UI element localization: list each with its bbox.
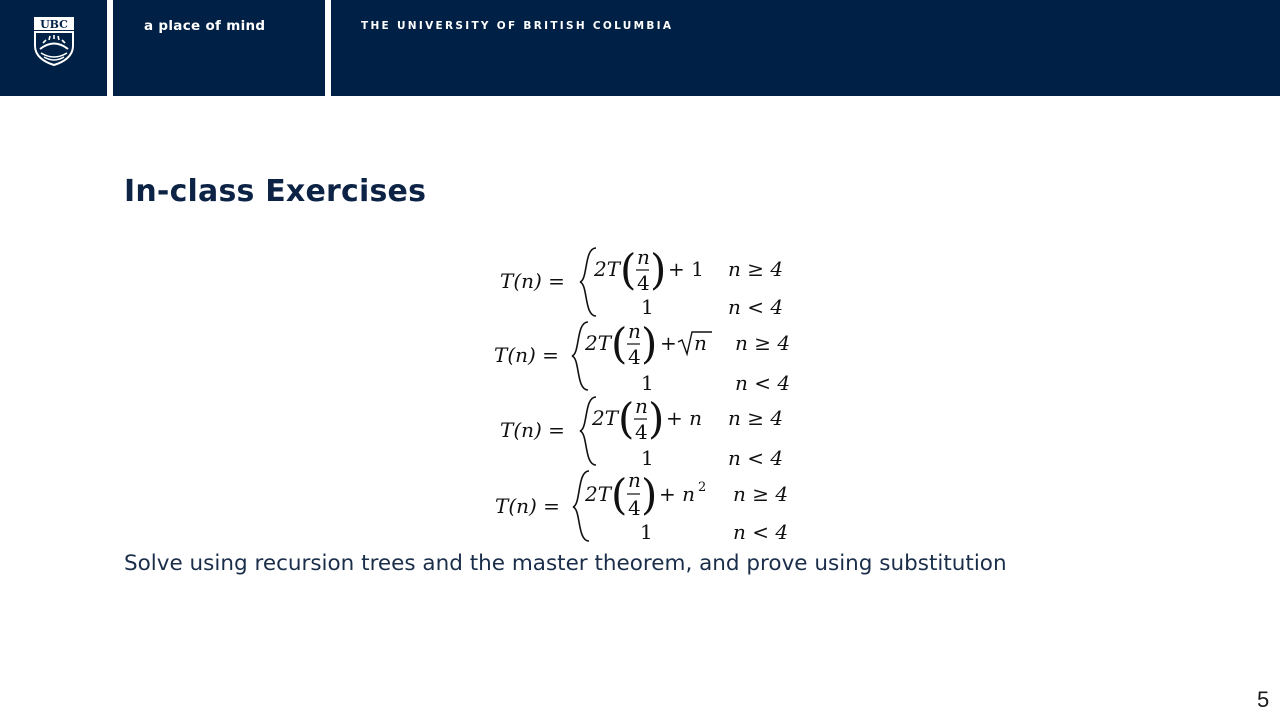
added-term: + n (659, 482, 695, 506)
condition-recursive: n ≥ 4 (728, 257, 784, 281)
right-paren: ) (650, 245, 667, 294)
ubc-crest-logo (30, 16, 78, 66)
tagline: a place of mind (144, 18, 266, 34)
equation-graphic (494, 318, 804, 398)
header-bar (0, 0, 1280, 96)
recurrence-equation-4 (495, 467, 800, 547)
condition-recursive: n ≥ 4 (728, 406, 784, 430)
exercise-instruction: Solve using recursion trees and the master theorem, and prove using substitution (124, 551, 1007, 576)
left-paren: ( (620, 245, 637, 294)
right-paren: ) (648, 394, 665, 443)
left-paren: ( (611, 319, 628, 368)
svg-text:UBC: UBC (40, 18, 68, 31)
equation-lhs: T(n) = (500, 269, 565, 293)
base-case-value: 1 (641, 295, 654, 319)
equation-lhs: T(n) = (495, 494, 560, 518)
page-number: 5 (1257, 687, 1270, 712)
fraction-numerator: n (628, 468, 641, 492)
condition-base: n < 4 (733, 520, 789, 544)
left-paren: ( (611, 470, 628, 519)
fraction-denominator: 4 (635, 420, 648, 444)
equation-graphic (500, 244, 800, 324)
added-term: + n (666, 406, 702, 430)
recurrence-equation-3 (500, 393, 800, 473)
radical-term: n (694, 331, 707, 355)
slide-title: In-class Exercises (124, 174, 427, 209)
right-paren: ) (641, 319, 658, 368)
fraction-denominator: 4 (628, 345, 641, 369)
fraction-numerator: n (635, 394, 648, 418)
left-paren: ( (618, 394, 635, 443)
condition-recursive: n ≥ 4 (733, 482, 789, 506)
equation-lhs: T(n) = (500, 418, 565, 442)
added-term: + (660, 331, 677, 355)
base-case-value: 1 (640, 520, 653, 544)
base-case-value: 1 (641, 446, 654, 470)
condition-base: n < 4 (728, 295, 784, 319)
fraction-numerator: n (628, 319, 641, 343)
condition-base: n < 4 (728, 446, 784, 470)
added-term: + 1 (668, 257, 704, 281)
recurrence-equation-1 (500, 244, 800, 324)
recursive-coefficient: 2T (594, 257, 621, 281)
recursive-coefficient: 2T (585, 331, 612, 355)
equation-graphic (495, 467, 800, 547)
header-divider (325, 0, 331, 96)
fraction-denominator: 4 (637, 271, 650, 295)
equation-graphic (500, 393, 800, 473)
right-paren: ) (641, 470, 658, 519)
recursive-coefficient: 2T (592, 406, 619, 430)
header-divider (107, 0, 113, 96)
recurrence-equation-2 (494, 318, 804, 398)
fraction-denominator: 4 (628, 496, 641, 520)
base-case-value: 1 (641, 371, 654, 395)
condition-base: n < 4 (735, 371, 791, 395)
condition-recursive: n ≥ 4 (735, 331, 791, 355)
exponent: 2 (698, 480, 707, 495)
university-name: THE UNIVERSITY OF BRITISH COLUMBIA (361, 20, 674, 32)
equation-lhs: T(n) = (494, 343, 559, 367)
fraction-numerator: n (637, 245, 650, 269)
recursive-coefficient: 2T (585, 482, 612, 506)
